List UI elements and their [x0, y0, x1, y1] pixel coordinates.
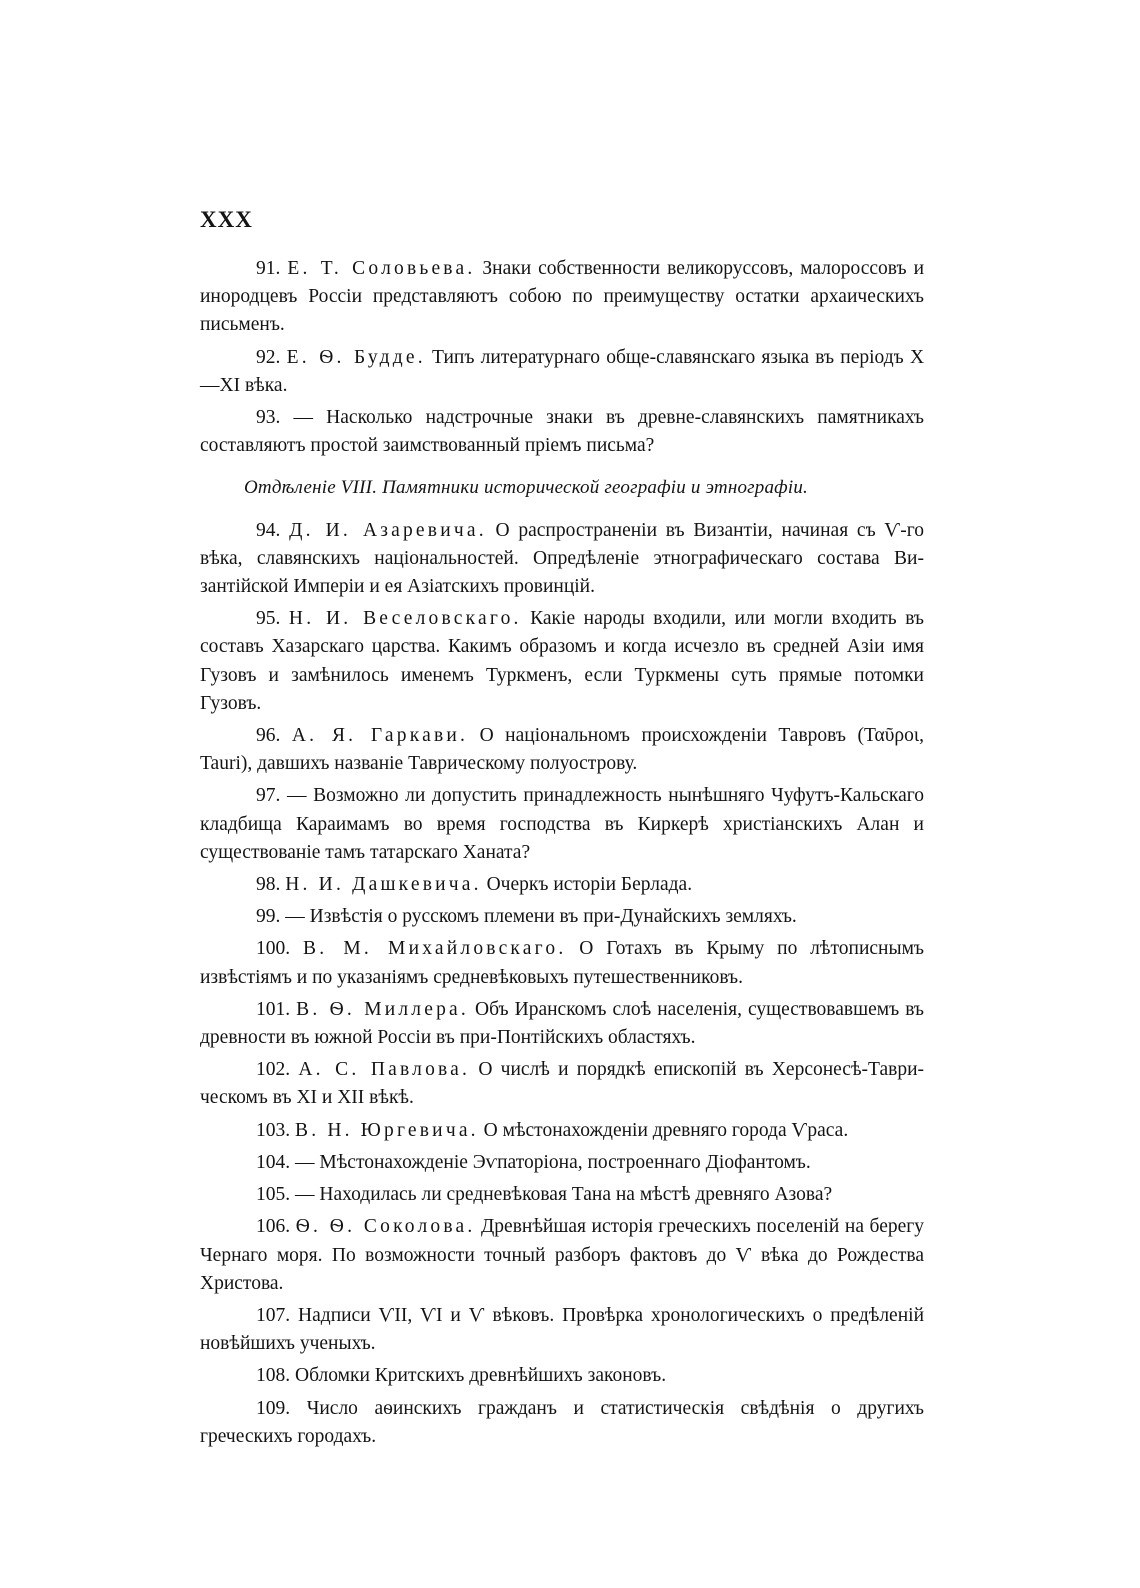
entry-text: Надписи ѴІІ, ѴІ и Ѵ вѣковъ. Провѣрка хронологическихъ о предѣленій новѣйшихъ ученыхъ.	[200, 1304, 925, 1355]
list-item	[200, 1213, 924, 1298]
list-item	[200, 1302, 924, 1358]
section-heading: Отдѣленіе VIII. Памятники исторической географіи и этнографіи.	[244, 477, 808, 499]
entry-number: 91.	[256, 258, 281, 279]
entry-number: 104.	[256, 1151, 291, 1173]
entry-text: — Возможно ли допустить принадлежность нынѣшняго Чуфутъ-Кальскаго кладбища Караимамъ во время господства въ Киркерѣ христіанскихъ Алан и существованіе тамъ татарскаго Ханата?	[200, 785, 924, 863]
entry-text: Типъ литературнаго обще-славянскаго языка въ періодъ X—XI вѣка.	[200, 346, 925, 396]
entry-number: 93.	[256, 407, 281, 429]
entry-author: В. Ѳ. Миллера.	[296, 998, 469, 1020]
entry-author: Д. И. Азаревича.	[289, 519, 487, 541]
entry-text: О Готахъ въ Крыму по лѣтописнымъ извѣстіямъ и по указаніямъ средневѣковыхъ путешественниковъ.	[200, 938, 925, 988]
list-item	[200, 605, 924, 718]
entry-number: 92.	[256, 346, 281, 368]
list-item	[200, 903, 924, 931]
entry-number: 97.	[256, 785, 281, 807]
entry-author: Е. Ѳ. Будде.	[286, 346, 426, 368]
entry-author: Н. И. Веселовскаго.	[288, 608, 522, 630]
list-item	[200, 782, 924, 867]
entry-author: Н. И. Дашкевича.	[285, 874, 482, 896]
entry-text: Обломки Критскихъ древнѣйшихъ законовъ.	[295, 1365, 667, 1387]
list-item	[200, 1056, 924, 1112]
list-item	[200, 1117, 924, 1145]
entry-number: 102.	[256, 1059, 291, 1081]
entry-number: 96.	[256, 725, 281, 747]
list-item	[200, 871, 924, 899]
entry-number: 107.	[256, 1304, 291, 1326]
list-item	[200, 404, 924, 460]
entry-text: — Извѣстія о русскомъ племени въ при-Дунайскихъ земляхъ.	[285, 906, 797, 928]
entry-author: Ѳ. Ѳ. Соколова.	[295, 1216, 476, 1238]
entry-text: О мѣстонахожденіи древняго города Ѵраса.	[483, 1119, 849, 1141]
entry-text: Древнѣйшая исторія греческихъ поселеній на берегу Чернаго моря. По возможности точный разборъ фактовъ до Ѵ вѣка до Рождества Христова.	[200, 1216, 925, 1294]
entry-text: Объ Иранскомъ слоѣ населенія, существовавшемъ въ древности въ южной Россіи въ при-Понтійскихъ областяхъ.	[200, 998, 924, 1049]
entry-number: 109.	[256, 1397, 291, 1419]
entry-number: 95.	[256, 608, 281, 630]
entry-author: А. Я. Гаркави.	[291, 725, 469, 747]
list-item	[200, 1149, 924, 1177]
entry-text: О распространеніи въ Византіи, начиная съ Ѵ-го вѣка, славянскихъ національностей. Опредѣленіе этнографическаго состава Византійской Имперіи и ея Азіатскихъ провинцій.	[200, 519, 925, 598]
list-item	[200, 517, 924, 602]
entry-author: Е. Т. Соловьева.	[287, 258, 476, 279]
entry-author: В. М. Михайловскаго.	[303, 938, 567, 960]
list-item	[200, 996, 924, 1052]
entry-text: Какіе народы входили, или могли входить въ составъ Хазарскаго царства. Какимъ образомъ и когда исчезло въ средней Азіи имя Гузовъ и замѣнилось именемъ Туркменъ, если Туркмены суть прямые потомки Гузовъ.	[200, 608, 925, 714]
list-item	[200, 722, 924, 778]
entry-text: — Мѣстонахожденіе Эѵпаторіона, построеннаго Діофантомъ.	[295, 1151, 811, 1173]
list-item	[200, 935, 924, 991]
entry-text: — Находилась ли средневѣковая Тана на мѣстѣ древняго Азова?	[295, 1184, 833, 1206]
document-page	[200, 205, 924, 1455]
entry-number: 94.	[256, 519, 281, 541]
entry-author: В. Н. Юргевича.	[295, 1119, 479, 1141]
list-item	[200, 1181, 924, 1209]
entry-number: 99.	[256, 906, 281, 928]
entry-number: 101.	[256, 998, 291, 1020]
entry-text: Знаки собственности великоруссовъ, малороссовъ и инородцевъ Россіи представляютъ собою по преимуществу остатки архаическихъ письменъ.	[200, 258, 925, 336]
entries-after-list	[200, 517, 924, 1451]
entry-text: О числѣ и порядкѣ епископій въ Херсонесѣ-Таврическомъ въ XI и XII вѣкѣ.	[200, 1059, 925, 1109]
list-item	[200, 1395, 924, 1451]
list-item	[200, 344, 924, 400]
entry-number: 105.	[256, 1184, 291, 1206]
entry-author: А. С. Павлова.	[298, 1059, 471, 1081]
list-item	[200, 1362, 924, 1390]
entry-number: 103.	[256, 1119, 291, 1141]
entry-number: 100.	[256, 938, 291, 960]
list-item	[200, 255, 924, 340]
entry-text: О національномъ происхожденіи Тавровъ (Ταῦροι, Tauri), давшихъ названіе Таврическому полуострову.	[200, 725, 925, 775]
entry-number: 98.	[256, 874, 281, 896]
entry-text: Очеркъ исторіи Берлада.	[486, 874, 693, 896]
entry-number: 106.	[256, 1216, 291, 1238]
page-number: XXX	[200, 207, 253, 232]
entries-before-list	[200, 255, 924, 460]
entry-text: Число аѳинскихъ гражданъ и статистическія свѣдѣнія о другихъ греческихъ городахъ.	[200, 1397, 924, 1447]
entry-number: 108.	[256, 1365, 291, 1387]
entry-text: — Насколько надстрочные знаки въ древне-славянскихъ памятникахъ составляютъ простой заимствованный пріемъ письма?	[200, 407, 924, 457]
